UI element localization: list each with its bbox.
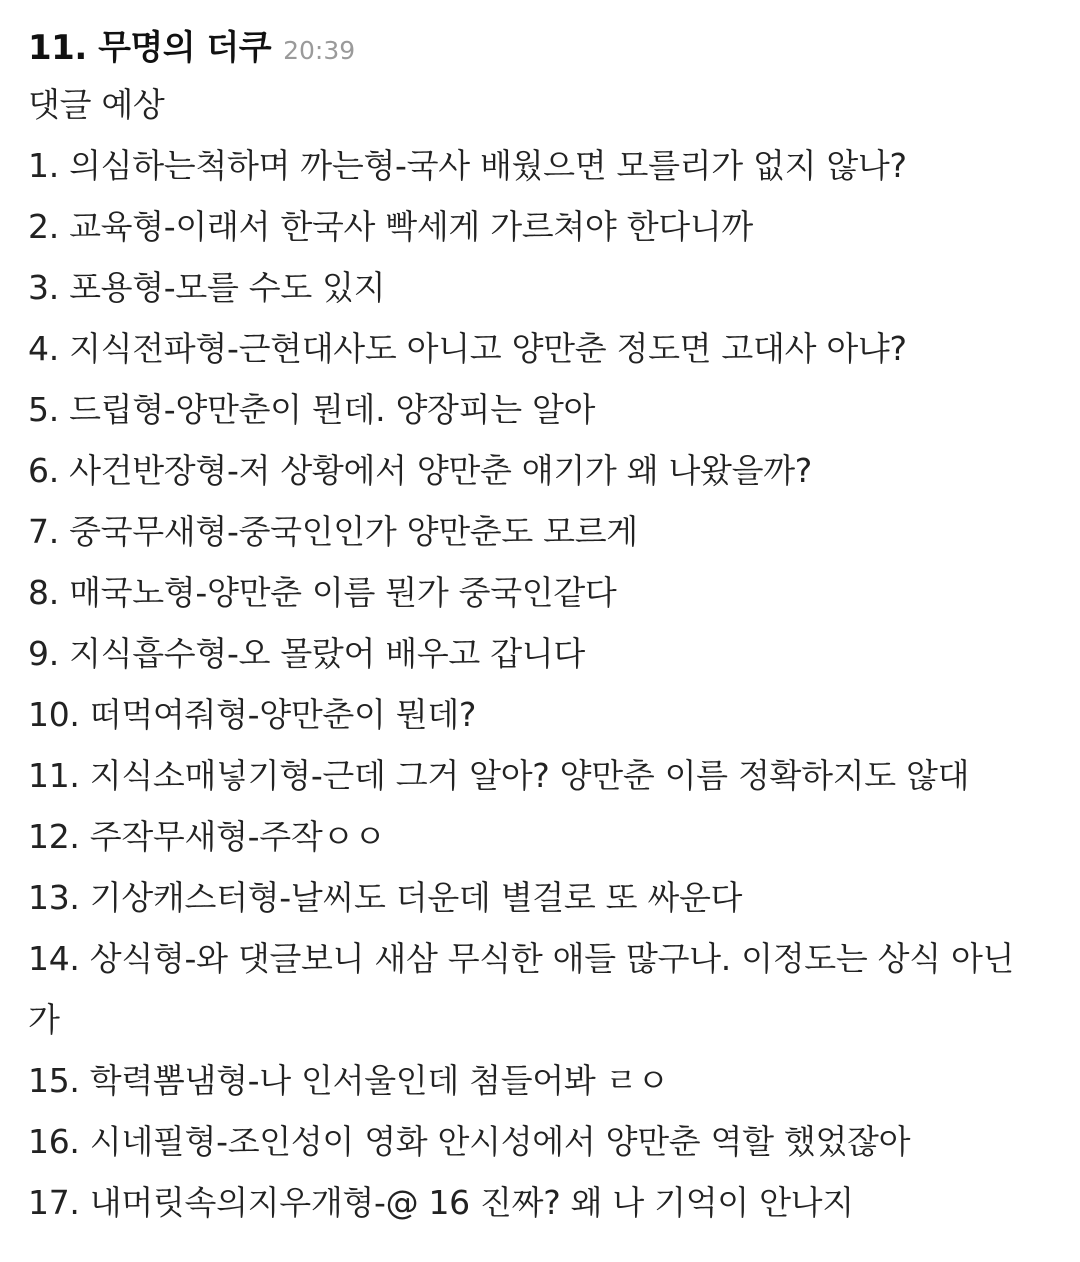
comment-line: 9. 지식흡수형-오 몰랐어 배우고 갑니다: [28, 634, 585, 673]
comment-line: 가: [28, 1000, 60, 1039]
comment-line: 1. 의심하는척하며 까는형-국사 배웠으면 모를리가 없지 않나?: [28, 146, 907, 185]
comment-line: 12. 주작무새형-주작ㅇㅇ: [28, 817, 386, 856]
comment-line: 8. 매국노형-양만춘 이름 뭔가 중국인같다: [28, 573, 617, 612]
comment-line: 14. 상식형-와 댓글보니 새삼 무식한 애들 많구나. 이정도는 상식 아닌: [28, 939, 1015, 978]
comment-line: 13. 기상캐스터형-날씨도 더운데 별걸로 또 싸운다: [28, 878, 743, 917]
comment-line: 16. 시네필형-조인성이 영화 안시성에서 양만춘 역할 했었잖아: [28, 1122, 911, 1161]
comment-author[interactable]: 11. 무명의 더쿠: [28, 28, 272, 68]
comment-line: 4. 지식전파형-근현대사도 아니고 양만춘 정도면 고대사 아냐?: [28, 329, 907, 368]
comment-line: 5. 드립형-양만춘이 뭔데. 양장피는 알아: [28, 390, 596, 429]
comment-line: 2. 교육형-이래서 한국사 빡세게 가르쳐야 한다니까: [28, 207, 754, 246]
comment-line: 6. 사건반장형-저 상황에서 양만춘 얘기가 왜 나왔을까?: [28, 451, 812, 490]
comment-time: 20:39: [283, 36, 356, 65]
comment-line: 댓글 예상: [28, 85, 165, 124]
comment-line: 7. 중국무새형-중국인인가 양만춘도 모르게: [28, 512, 638, 551]
comment-line: 15. 학력뽐냄형-나 인서울인데 첨들어봐 ㄹㅇ: [28, 1061, 669, 1100]
comment-body: [28, 74, 1050, 1233]
comment-line: 11. 지식소매넣기형-근데 그거 알아? 양만춘 이름 정확하지도 않대: [28, 756, 970, 795]
comment-header: [28, 20, 1050, 68]
comment-line: 3. 포용형-모를 수도 있지: [28, 268, 386, 307]
comment-line: 17. 내머릿속의지우개형-@ 16 진짜? 왜 나 기억이 안나지: [28, 1183, 854, 1222]
comment-line: 10. 떠먹여줘형-양만춘이 뭔데?: [28, 695, 477, 734]
